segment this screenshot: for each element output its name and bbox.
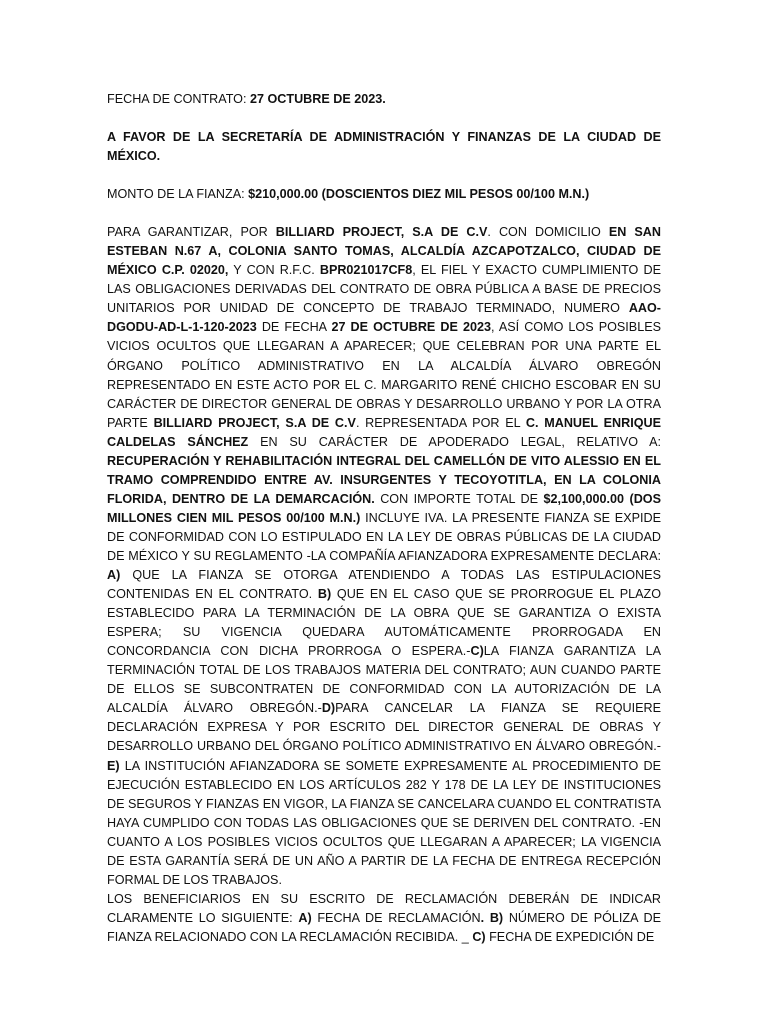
text-run: Y CON R.F.C. xyxy=(228,263,320,278)
text-run: , ASÍ COMO LOS POSIBLES VICIOS OCULTOS QUE LLEGARAN A APARECER; QUE CELEBRAN POR UNA PARTE EL ÓRGANO POLÍTICO ADMINISTRATIVO EN LA ALCALDÍA ÁLVARO OBREGÓN REPRESENTADO EN ESTE ACTO POR EL C. MARGARITO RENÉ CHICHO ESCOBAR EN SU CARÁCTER DE DIRECTOR GENERAL DE OBRAS Y DESARROLLO URBANO Y POR LA OTRA PARTE xyxy=(107,320,661,430)
fecha-contrato xyxy=(107,90,661,109)
text-run: FECHA DE RECLAMACIÓN xyxy=(311,910,481,925)
company-name: BILLIARD PROJECT, S.A DE C.V xyxy=(153,415,356,430)
item-marker-c: C) xyxy=(472,929,486,944)
monto-value: $210,000.00 (DOSCIENTOS DIEZ MIL PESOS 00/100 M.N.) xyxy=(248,187,590,202)
text-run: LA INSTITUCIÓN AFIANZADORA SE SOMETE EXPRESAMENTE AL PROCEDIMIENTO DE EJECUCIÓN ESTABLECIDO EN LOS ARTÍCULOS 282 Y 178 DE LA LEY DE INSTITUCIONES DE SEGUROS Y FIANZAS EN VIGOR, LA FIANZA SE CANCELARA CUANDO EL CONTRATISTA HAYA CUMPLIDO CON TODAS LAS OBLIGACIONES QUE SE DERIVEN DEL CONTRATO. -EN CUANTO A LOS POSIBLES VICIOS OCULTOS QUE LLEGARAN A APARECER; LA VIGENCIA DE ESTA GARANTÍA SERÁ DE UN AÑO A PARTIR DE LA FECHA DE ENTREGA RECEPCIÓN FORMAL DE LOS TRABAJOS. xyxy=(107,758,661,887)
monto-fianza xyxy=(107,185,661,204)
company-name: BILLIARD PROJECT, S.A DE C.V xyxy=(275,225,488,240)
item-marker-b: B) xyxy=(484,910,504,925)
text-run: DE FECHA xyxy=(256,320,332,335)
clause-marker-d: D) xyxy=(321,701,336,716)
company-address: EN SAN ESTEBAN N.67 A, COLONIA SANTO TOMAS, ALCALDÍA AZCAPOTZALCO, CIUDAD DE MÉXICO C.P. 02020, xyxy=(107,225,661,278)
text-run: . xyxy=(480,910,485,925)
text-run: LA FIANZA GARANTIZA LA TERMINACIÓN TOTAL DE LOS TRABAJOS MATERIA DEL CONTRATO; AUN CUANDO PARTE DE ELLOS SE SUBCONTRATEN DE CONFORMIDAD CON LA AUTORIZACIÓN DE LA ALCALDÍA ÁLVARO OBREGÓN.- xyxy=(107,644,661,716)
text-run: , EL FIEL Y EXACTO CUMPLIMIENTO DE LAS OBLIGACIONES DERIVADAS DEL CONTRATO DE OBRA PÚBLICA A BASE DE PRECIOS UNITARIOS POR UNIDAD DE CONCEPTO DE TRABAJO TERMINADO, NUMERO xyxy=(107,263,661,316)
body-paragraph-beneficiarios xyxy=(107,890,661,947)
body-paragraph-garantia xyxy=(107,223,661,890)
text-run: PARA CANCELAR LA FIANZA SE REQUIERE DECLARACIÓN EXPRESA Y POR ESCRITO DEL DIRECTOR GENERAL DE OBRAS Y DESARROLLO URBANO DEL ÓRGANO POLÍTICO ADMINISTRATIVO EN ÁLVARO OBREGÓN.- xyxy=(107,701,661,754)
fecha-label: FECHA DE CONTRATO: xyxy=(107,92,250,106)
fecha-value: 27 OCTUBRE DE 2023. xyxy=(249,92,386,106)
text-run: EN SU CARÁCTER DE APODERADO LEGAL, RELATIVO A: xyxy=(248,434,662,449)
clause-marker-c: C) xyxy=(470,644,484,659)
text-run: CON IMPORTE TOTAL DE xyxy=(374,491,544,506)
text-run: NÚMERO DE PÓLIZA DE FIANZA RELACIONADO CON LA RECLAMACIÓN RECIBIDA. _ xyxy=(107,910,661,944)
monto-label: MONTO DE LA FIANZA: xyxy=(107,187,249,202)
document-page xyxy=(107,90,661,947)
text-run: INCLUYE IVA. LA PRESENTE FIANZA SE EXPIDE DE CONFORMIDAD CON LO ESTIPULADO EN LA LEY DE OBRAS PÚBLICAS DE LA CIUDAD DE MÉXICO Y SU REGLAMENTO -LA COMPAÑÍA AFIANZADORA EXPRESAMENTE DECLARA: xyxy=(107,510,661,563)
item-marker-a: A) xyxy=(298,910,312,925)
text-run: . CON DOMICILIO xyxy=(487,225,609,240)
project-description: RECUPERACIÓN Y REHABILITACIÓN INTEGRAL DEL CAMELLÓN DE VITO ALESSIO EN EL TRAMO COMPRENDIDO ENTRE AV. INSURGENTES Y TECOYOTITLA, EN LA COLONIA FLORIDA, DENTRO DE LA DEMARCACIÓN. xyxy=(107,453,661,506)
contract-number: AAO-DGODU-AD-L-1-120-2023 xyxy=(107,301,661,335)
text-run: QUE EN EL CASO QUE SE PRORROGUE EL PLAZO ESTABLECIDO PARA LA TERMINACIÓN DE LA OBRA QUE SE GARANTIZA O EXISTA ESPERA; SU VIGENCIA QUEDARA AUTOMÁTICAMENTE PRORROGADA EN CONCORDANCIA CON DICHA PRORROGA O ESPERA.- xyxy=(107,587,661,659)
text-run: . REPRESENTADA POR EL xyxy=(355,415,526,430)
contract-date: 27 DE OCTUBRE DE 2023 xyxy=(331,320,491,335)
total-amount: $2,100,000.00 (DOS MILLONES CIEN MIL PESOS 00/100 M.N.) xyxy=(107,491,662,525)
text-run: FECHA DE EXPEDICIÓN DE xyxy=(485,929,655,944)
text-run: QUE LA FIANZA SE OTORGA ATENDIENDO A TODAS LAS ESTIPULACIONES CONTENIDAS EN EL CONTRATO. xyxy=(107,568,661,602)
rfc: BPR021017CF8 xyxy=(319,263,413,278)
text-run: PARA GARANTIZAR, POR xyxy=(107,225,276,240)
text-run: LOS BENEFICIARIOS EN SU ESCRITO DE RECLAMACIÓN DEBERÁN DE INDICAR CLARAMENTE LO SIGUIENTE: xyxy=(107,891,661,925)
legal-representative: C. MANUEL ENRIQUE CALDELAS SÁNCHEZ xyxy=(107,415,661,449)
clause-marker-a: A) xyxy=(107,568,121,583)
a-favor-de: A FAVOR DE LA SECRETARÍA DE ADMINISTRACIÓN Y FINANZAS DE LA CIUDAD DE MÉXICO. xyxy=(107,130,661,164)
clause-marker-e: E) xyxy=(107,758,120,773)
clause-marker-b: B) xyxy=(317,587,332,602)
